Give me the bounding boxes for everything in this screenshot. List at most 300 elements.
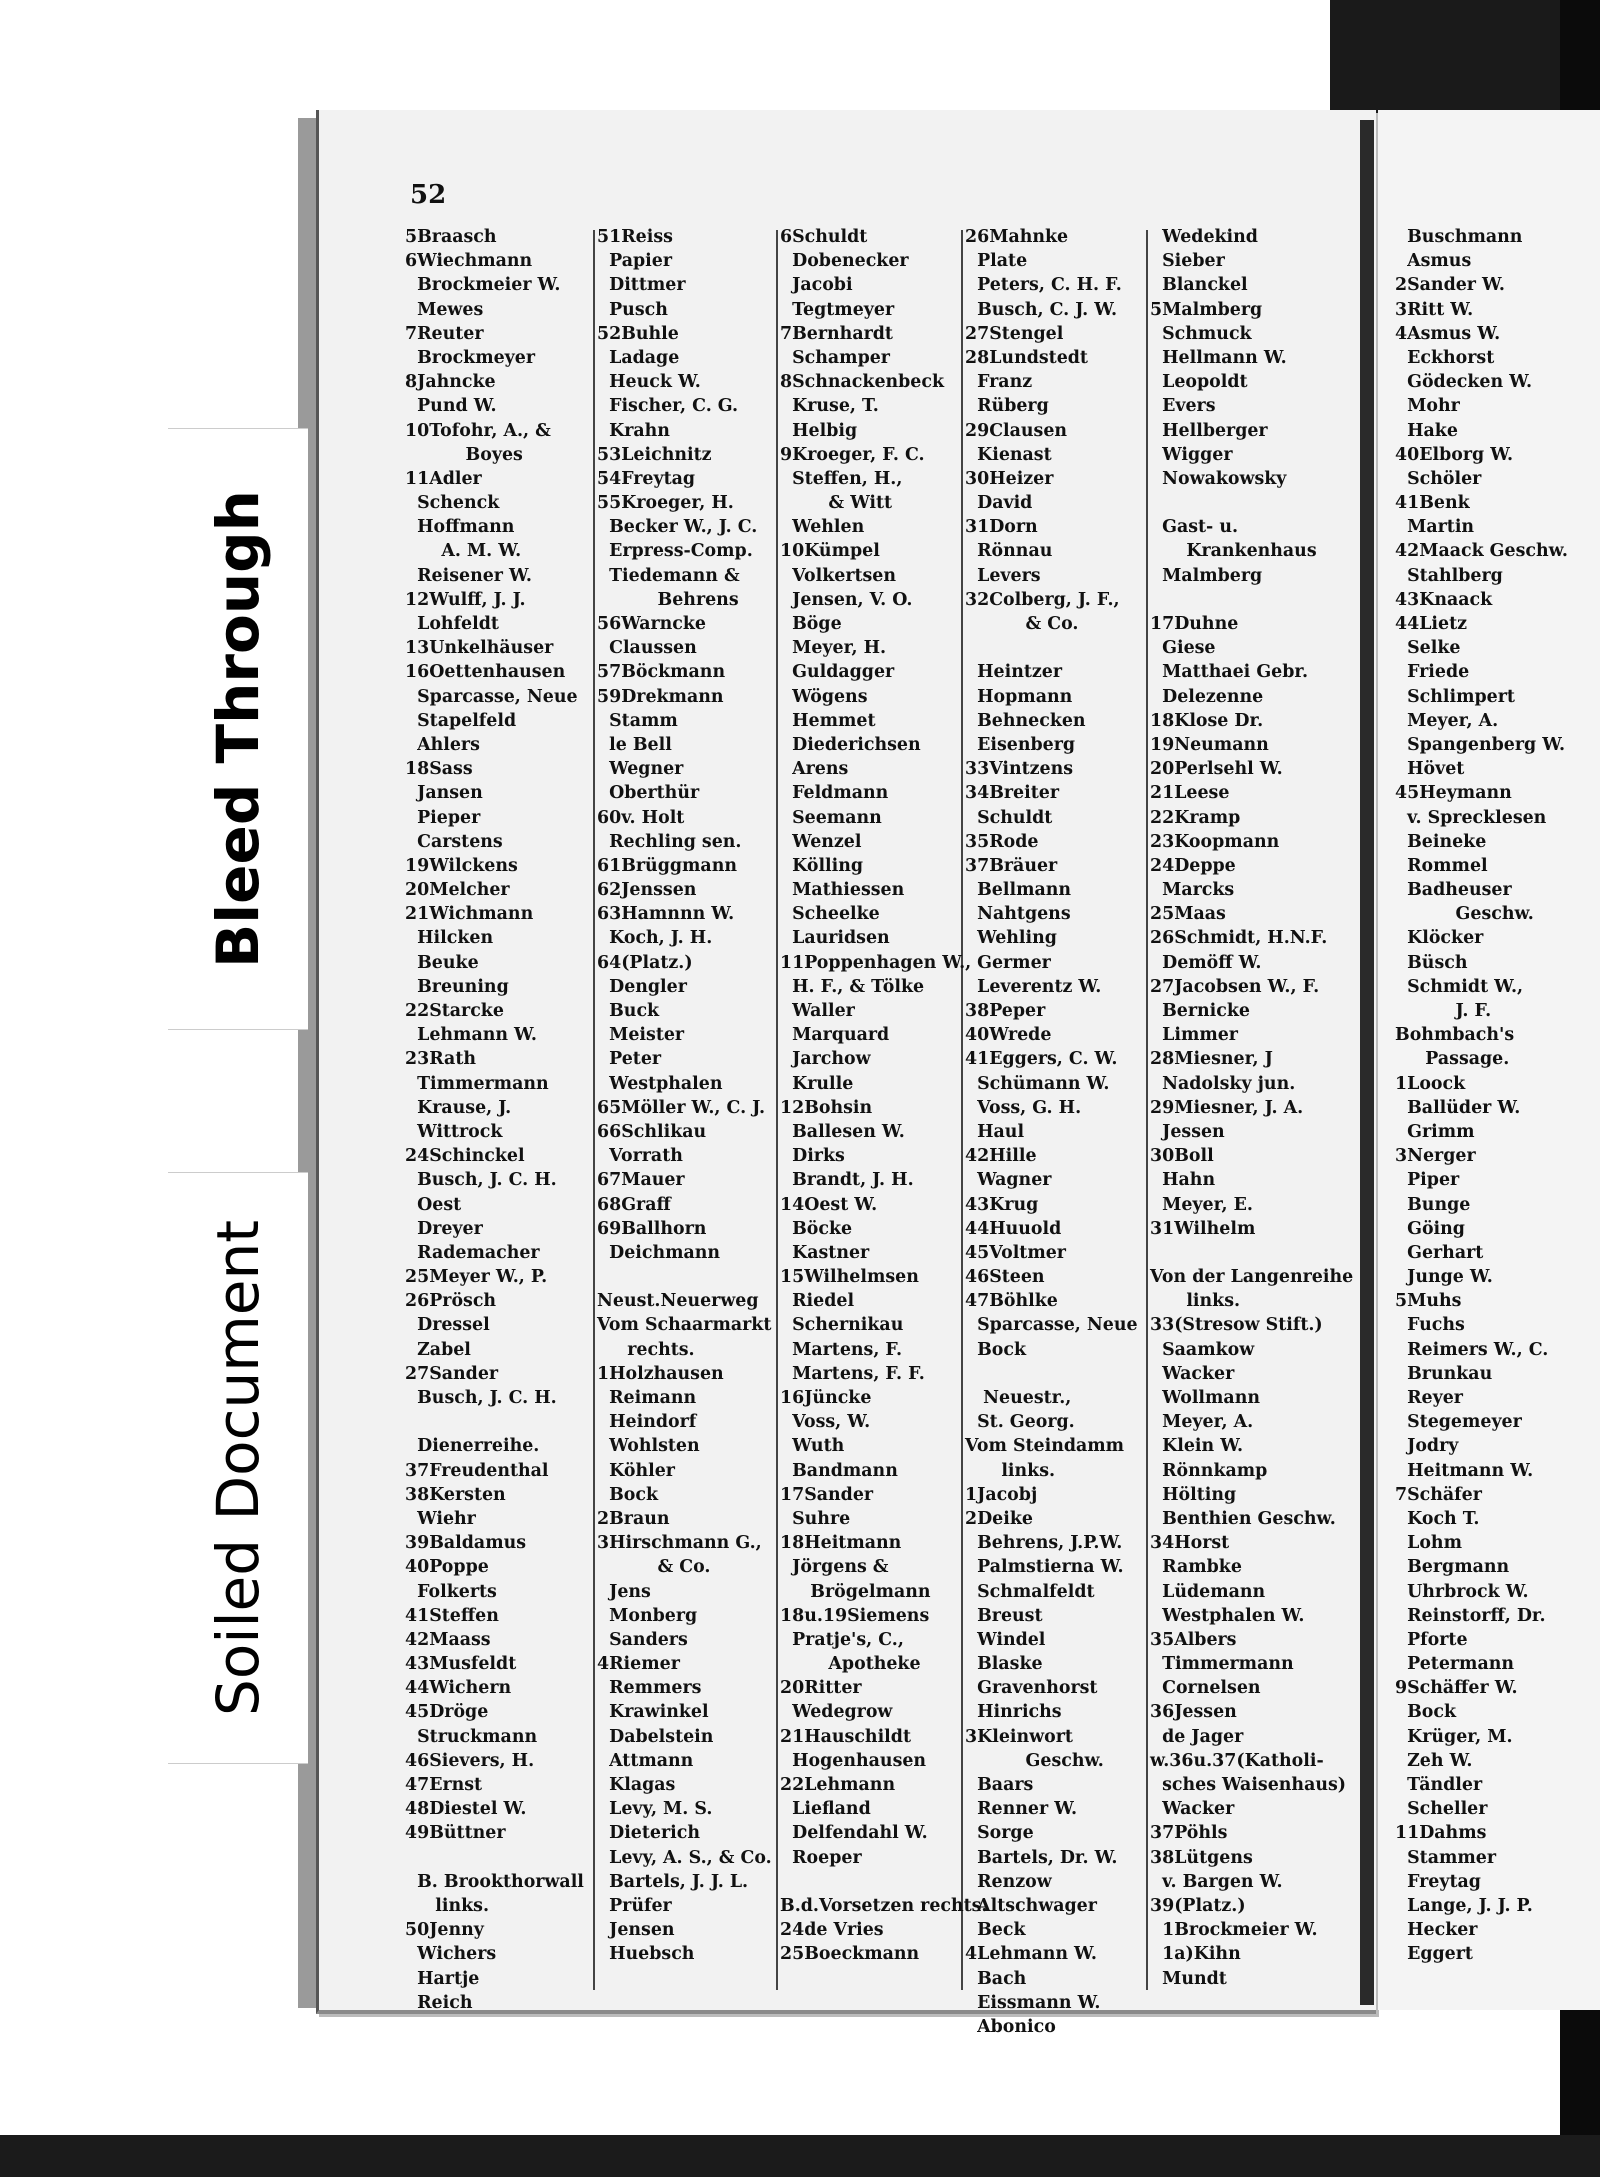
directory-entry: Meyer, E. — [1150, 1194, 1253, 1215]
directory-entry: Klein W. — [1150, 1436, 1244, 1457]
directory-entry: Remmers — [597, 1678, 702, 1699]
directory-entry: 25Boeckmann — [780, 1944, 920, 1965]
directory-entry: Heitmann W. — [1395, 1460, 1534, 1481]
directory-entry: Limmer — [1150, 1025, 1238, 1046]
directory-entry: Böcke — [780, 1218, 853, 1239]
directory-entry: Guldagger — [780, 662, 895, 683]
directory-entry: Reimann — [597, 1388, 697, 1408]
directory-entry: 26Schmidt, H.N.F. — [1150, 928, 1328, 949]
directory-entry: Rönnkamp — [1150, 1460, 1268, 1481]
directory-entry: Matthaei Gebr. — [1150, 662, 1309, 683]
directory-entry: Bock — [965, 1339, 1027, 1360]
directory-entry: Saamkow — [1150, 1339, 1255, 1360]
directory-entry: Krüger, M. — [1395, 1726, 1513, 1747]
directory-entry: 3Ritt W. — [1395, 299, 1474, 320]
directory-entry: Junge W. — [1395, 1267, 1493, 1288]
directory-entry: 37Bräuer — [965, 855, 1058, 876]
directory-entry: Carstens — [405, 831, 503, 852]
directory-entry: Mundt — [1150, 1968, 1227, 1989]
directory-entry: Claussen — [597, 638, 697, 659]
directory-entry: Wagner — [965, 1170, 1052, 1191]
directory-entry: 40Poppe — [405, 1557, 489, 1578]
directory-entry: 11Adler — [405, 468, 482, 489]
directory-entry: Hartje — [405, 1968, 480, 1989]
directory-entry: Stegemeyer — [1395, 1412, 1522, 1433]
directory-entry: Jessen — [1150, 1121, 1225, 1142]
directory-entry: 27Jacobsen W., F. — [1150, 976, 1320, 997]
directory-entry: Reisener W. — [405, 565, 532, 586]
directory-entry: 34Horst — [1150, 1533, 1230, 1554]
directory-entry: Piper — [1395, 1170, 1460, 1191]
directory-entry: 1Loock — [1395, 1073, 1466, 1094]
directory-entry: Marcks — [1150, 880, 1235, 901]
directory-entry: Hinrichs — [965, 1702, 1062, 1723]
directory-entry: Behnecken — [965, 710, 1086, 731]
directory-entry: 1a)Kihn — [1150, 1944, 1241, 1965]
directory-entry: 16Jüncke — [780, 1388, 872, 1408]
directory-entry: 54Freytag — [597, 468, 696, 489]
directory-entry: Vorrath — [597, 1146, 683, 1167]
directory-entry: Freytag — [1395, 1871, 1481, 1892]
directory-entry: 22Kramp — [1150, 807, 1241, 828]
directory-entry: Sieber — [1150, 251, 1225, 272]
directory-entry: 41Steffen — [405, 1605, 499, 1626]
directory-entry: Bock — [597, 1484, 659, 1505]
directory-entry: Busch, J. C. H. — [405, 1388, 557, 1408]
directory-entry: Brandt, J. H. — [780, 1170, 914, 1191]
directory-entry: A. M. W. — [405, 541, 522, 562]
directory-entry: Kölling — [780, 855, 864, 876]
directory-entry: 33Vintzens — [965, 759, 1074, 780]
directory-entry: Eggert — [1395, 1944, 1473, 1965]
directory-entry: 1Jacobj — [965, 1484, 1038, 1505]
directory-entry: 35Albers — [1150, 1629, 1237, 1650]
directory-entry: Demöff W. — [1150, 952, 1262, 973]
directory-entry: Giese — [1150, 638, 1216, 659]
directory-entry: Renzow — [965, 1871, 1052, 1892]
directory-entry: 57Böckmann — [597, 662, 726, 683]
directory-entry: Lehmann W. — [405, 1025, 537, 1046]
directory-entry — [1150, 1241, 1350, 1265]
directory-entry: Meyer, H. — [780, 638, 887, 659]
directory-entry: 56Warncke — [597, 614, 706, 634]
directory-entry: 35Rode — [965, 831, 1039, 852]
directory-entry: 47Ernst — [405, 1775, 483, 1795]
directory-entry: Marquard — [780, 1025, 890, 1046]
directory-entry: Rommel — [1395, 855, 1488, 876]
directory-entry: Wohlsten — [597, 1436, 700, 1457]
directory-entry: Böge — [780, 614, 842, 634]
directory-entry: Lohm — [1395, 1533, 1462, 1554]
soiled-document-label — [168, 1172, 308, 1764]
directory-entry: Krankenhaus — [1150, 541, 1317, 562]
directory-entry: Breuning — [405, 976, 509, 997]
directory-entry: Reich — [405, 1992, 473, 2013]
directory-entry: Dittmer — [597, 275, 686, 296]
directory-entry: 12Wulff, J. J. — [405, 589, 526, 610]
directory-entry: Lohfeldt — [405, 614, 499, 634]
directory-entry: Leopoldt — [1150, 372, 1248, 393]
directory-entry: 24Deppe — [1150, 855, 1236, 876]
directory-entry: Peters, C. H. F. — [965, 275, 1122, 296]
bleed-through-text: Bleed Through — [204, 490, 272, 968]
directory-entry: Schmuck — [1150, 323, 1252, 344]
scan-bottom-band — [0, 2135, 1600, 2177]
directory-entry: Wedekind — [1150, 227, 1258, 247]
directory-entry: Sanders — [597, 1629, 688, 1650]
directory-entry: Voss, W. — [780, 1412, 871, 1433]
directory-entry: Jarchow — [780, 1049, 871, 1070]
directory-entry: B.d.Vorsetzen rechts. — [780, 1895, 988, 1916]
directory-entry: Blanckel — [1150, 275, 1248, 296]
directory-entry: 1Holzhausen — [597, 1363, 724, 1384]
directory-entry: 62Jenssen — [597, 880, 697, 901]
directory-entry: Blaske — [965, 1654, 1043, 1675]
directory-entry: Schenck — [405, 493, 500, 514]
directory-entry: Krause, J. — [405, 1097, 512, 1118]
directory-entry: Schmidt W., — [1395, 976, 1524, 997]
directory-entry: 2Deike — [965, 1508, 1033, 1529]
directory-entry: 45Heymann — [1395, 783, 1512, 804]
directory-entry: St. Georg. — [965, 1412, 1075, 1433]
directory-entry: de Jager — [1150, 1726, 1244, 1747]
directory-entry: Volkertsen — [780, 565, 897, 586]
directory-entry: 64(Platz.) — [597, 952, 693, 973]
directory-entry: Neuestr., — [965, 1388, 1072, 1408]
directory-entry: Brunkau — [1395, 1363, 1493, 1384]
directory-entry: Pieper — [405, 807, 481, 828]
directory-entry: Nowakowsky — [1150, 468, 1287, 489]
directory-entry: 21Leese — [1150, 783, 1230, 804]
directory-entry: 44Lietz — [1395, 614, 1468, 634]
directory-entry: 5Malmberg — [1150, 299, 1263, 320]
directory-entry: 5Muhs — [1395, 1291, 1462, 1312]
directory-entry: Geschw. — [1395, 904, 1534, 925]
directory-entry: Dengler — [597, 976, 687, 997]
directory-entry: Dieterich — [597, 1823, 700, 1844]
directory-entry: 19Neumann — [1150, 734, 1269, 755]
directory-entry: Hoffmann — [405, 517, 515, 538]
directory-entry: Geschw. — [965, 1750, 1104, 1771]
directory-entry: Liefland — [780, 1799, 871, 1820]
directory-entry: Rechling sen. — [597, 831, 742, 852]
directory-entry: Kastner — [780, 1242, 870, 1263]
directory-entry: Hahn — [1150, 1170, 1216, 1191]
directory-entry: David — [965, 493, 1033, 514]
directory-entry: Levy, M. S. — [597, 1799, 713, 1820]
directory-entry: 4Lehmann W. — [965, 1944, 1097, 1965]
directory-entry: 60v. Holt — [597, 807, 685, 828]
directory-entry: Peter — [597, 1049, 662, 1070]
directory-entry: 13Unkelhäuser — [405, 638, 554, 659]
directory-entry: Wegner — [597, 759, 684, 780]
directory-entry: Rüberg — [965, 396, 1049, 417]
directory-entry: Gast- u. — [1150, 517, 1239, 538]
directory-entry: Diederichsen — [780, 734, 921, 755]
directory-entry: Dressel — [405, 1315, 490, 1336]
directory-entry: Wacker — [1150, 1363, 1235, 1384]
directory-entry: Von der Langenreihe — [1150, 1267, 1354, 1288]
directory-entry: Eissmann W. — [965, 1992, 1101, 2013]
directory-entry: 4Asmus W. — [1395, 323, 1501, 344]
directory-entry: Buschmann — [1395, 227, 1523, 247]
directory-entry — [1150, 588, 1350, 612]
directory-entry: Meister — [597, 1025, 685, 1046]
directory-entry: Schuldt — [965, 807, 1053, 828]
directory-entry: Wichers — [405, 1944, 497, 1965]
directory-entry: Wögens — [780, 686, 868, 707]
directory-entry: 42Maack Geschw. — [1395, 541, 1568, 562]
directory-entry: 46Steen — [965, 1267, 1045, 1288]
directory-entry: 27Stengel — [965, 323, 1064, 344]
directory-entry: Plate — [965, 251, 1028, 272]
directory-column-2 — [597, 225, 772, 1967]
directory-entry: 6Schuldt — [780, 227, 868, 247]
directory-entry: Heintzer — [965, 662, 1062, 683]
directory-entry: Hopmann — [965, 686, 1073, 707]
directory-entry: 25Maas — [1150, 904, 1226, 925]
directory-entry: 33(Stresow Stift.) — [1150, 1315, 1323, 1336]
page-number: 52 — [410, 180, 447, 210]
directory-entry: Bandmann — [780, 1460, 898, 1481]
directory-entry: 32Colberg, J. F., — [965, 589, 1120, 610]
directory-entry: 2Sander W. — [1395, 275, 1505, 296]
directory-entry: sches Waisenhaus) — [1150, 1775, 1347, 1795]
directory-entry: 9Kroeger, F. C. — [780, 444, 925, 465]
directory-entry: Wedegrow — [780, 1702, 893, 1723]
directory-entry: Westphalen W. — [1150, 1605, 1305, 1626]
directory-entry: Ballüder W. — [1395, 1097, 1521, 1118]
directory-entry: Germer — [965, 952, 1051, 973]
directory-entry: 50Jenny — [405, 1920, 484, 1941]
directory-entry: Behrens — [597, 589, 739, 610]
directory-entry: 48Diestel W. — [405, 1799, 527, 1820]
scan-dark-band — [1330, 0, 1560, 115]
directory-entry: & Witt — [780, 493, 893, 514]
directory-entry: 38Peper — [965, 1001, 1046, 1021]
directory-entry — [405, 1410, 590, 1434]
directory-entry: 12Bohsin — [780, 1097, 873, 1118]
directory-entry: Buck — [597, 1001, 660, 1021]
directory-entry: links. — [405, 1895, 490, 1916]
directory-entry: Wehlen — [780, 517, 865, 538]
directory-entry: 7Schäfer — [1395, 1484, 1482, 1505]
directory-entry: 30Boll — [1150, 1146, 1214, 1167]
directory-entry: Reyer — [1395, 1388, 1463, 1408]
directory-entry: Wenzel — [780, 831, 862, 852]
directory-entry: Bernicke — [1150, 1001, 1250, 1021]
directory-entry: 20Ritter — [780, 1678, 862, 1699]
directory-entry: Delfendahl W. — [780, 1823, 928, 1844]
directory-entry: Meyer, A. — [1395, 710, 1499, 731]
directory-entry: Pusch — [597, 299, 668, 320]
directory-entry: 17Duhne — [1150, 614, 1239, 634]
directory-entry: Passage. — [1395, 1049, 1510, 1070]
directory-entry: Erpress-Comp. — [597, 541, 753, 562]
directory-entry — [780, 1870, 965, 1894]
directory-entry: Klöcker — [1395, 928, 1484, 949]
directory-entry: Stamm — [597, 710, 678, 731]
directory-entry: Zabel — [405, 1339, 471, 1360]
directory-entry: Haul — [965, 1121, 1025, 1142]
directory-entry: 55Kroeger, H. — [597, 493, 734, 514]
directory-entry: 41Eggers, C. W. — [965, 1049, 1118, 1070]
directory-column-6 — [1395, 225, 1600, 1967]
directory-entry: Heuck W. — [597, 372, 701, 393]
directory-entry: le Bell — [597, 734, 672, 755]
directory-entry: 23Koopmann — [1150, 831, 1280, 852]
directory-entry: 3Nerger — [1395, 1146, 1476, 1167]
directory-entry: links. — [1150, 1291, 1241, 1312]
directory-entry: 52Buhle — [597, 323, 679, 344]
directory-entry: Reinstorff, Dr. — [1395, 1605, 1546, 1626]
directory-entry: Feldmann — [780, 783, 889, 804]
directory-entry: 66Schlikau — [597, 1121, 707, 1142]
directory-entry: 68Graff — [597, 1194, 671, 1215]
directory-entry: Koch T. — [1395, 1508, 1480, 1529]
directory-entry: 40Wrede — [965, 1025, 1052, 1046]
directory-entry: Palmstierna W. — [965, 1557, 1124, 1578]
directory-entry: Dienerreihe. — [405, 1436, 540, 1457]
directory-entry: Köhler — [597, 1460, 675, 1481]
directory-column-5 — [1150, 225, 1354, 1991]
directory-entry: Abonico — [965, 2016, 1056, 2037]
directory-entry: Büsch — [1395, 952, 1468, 973]
directory-entry: Koch, J. H. — [597, 928, 713, 949]
directory-entry: 44Wichern — [405, 1678, 512, 1699]
directory-entry: 45Voltmer — [965, 1242, 1066, 1263]
directory-entry: Bartels, J. J. L. — [597, 1871, 749, 1892]
directory-entry: Krulle — [780, 1073, 854, 1094]
directory-entry: Franz — [965, 372, 1033, 393]
directory-entry: Seemann — [780, 807, 882, 828]
directory-entry: 43Krug — [965, 1194, 1039, 1215]
directory-entry: Tegtmeyer — [780, 299, 895, 320]
directory-entry: Beineke — [1395, 831, 1487, 852]
directory-entry: Roeper — [780, 1847, 862, 1868]
directory-entry: Schamper — [780, 347, 890, 368]
directory-entry: 26Prösch — [405, 1291, 497, 1312]
directory-entry: Pund W. — [405, 396, 497, 417]
directory-entry: Lauridsen — [780, 928, 890, 949]
directory-entry: Oberthür — [597, 783, 700, 804]
directory-entry: 22Starcke — [405, 1001, 504, 1021]
directory-entry — [965, 1362, 1150, 1386]
directory-entry: 44Huuold — [965, 1218, 1062, 1239]
directory-entry: 42Hille — [965, 1146, 1037, 1167]
directory-column-3 — [780, 225, 988, 1967]
directory-entry: Riedel — [780, 1291, 855, 1312]
directory-entry: Martens, F. — [780, 1339, 903, 1360]
directory-entry: 31Dorn — [965, 517, 1038, 538]
directory-entry: Monberg — [597, 1605, 698, 1626]
directory-entry: 5Braasch — [405, 227, 497, 247]
directory-entry: Busch, J. C. H. — [405, 1170, 557, 1191]
directory-entry: 20Melcher — [405, 880, 510, 901]
directory-entry: 41Benk — [1395, 493, 1470, 514]
directory-entry: 23Rath — [405, 1049, 476, 1070]
directory-entry: 42Maass — [405, 1629, 491, 1650]
directory-entry: Busch, C. J. W. — [965, 299, 1118, 320]
directory-entry: 10Tofohr, A., & — [405, 420, 551, 441]
directory-entry: Reimers W., C. — [1395, 1339, 1549, 1360]
directory-entry: Rademacher — [405, 1242, 540, 1263]
directory-entry: Badheuser — [1395, 880, 1512, 901]
directory-entry: & Co. — [597, 1557, 711, 1578]
directory-entry: Deichmann — [597, 1242, 721, 1263]
directory-entry: v. Bargen W. — [1150, 1871, 1283, 1892]
directory-entry: Wehling — [965, 928, 1057, 949]
directory-entry: Bartels, Dr. W. — [965, 1847, 1118, 1868]
directory-entry: 16Oettenhausen — [405, 662, 566, 683]
directory-entry: 30Heizer — [965, 468, 1054, 489]
directory-entry: Wiehr — [405, 1508, 476, 1529]
directory-entry: Dreyer — [405, 1218, 483, 1239]
directory-entry: & Co. — [965, 614, 1079, 634]
directory-entry: Timmermann — [405, 1073, 549, 1094]
directory-entry: 47Böhlke — [965, 1291, 1058, 1312]
directory-entry: Papier — [597, 251, 672, 272]
directory-entry: Dirks — [780, 1146, 845, 1167]
directory-entry: Ladage — [597, 347, 680, 368]
directory-entry — [1150, 491, 1350, 515]
directory-entry: Scheelke — [780, 904, 880, 925]
directory-entry: 7Bernhardt — [780, 323, 893, 344]
directory-entry: 29Miesner, J. A. — [1150, 1097, 1304, 1118]
directory-entry: Malmberg — [1150, 565, 1263, 586]
directory-entry: 46Sievers, H. — [405, 1750, 535, 1771]
directory-entry: 10Kümpel — [780, 541, 880, 562]
directory-entry: Beck — [965, 1920, 1026, 1941]
directory-entry: Pforte — [1395, 1629, 1468, 1650]
directory-entry: 27Sander — [405, 1363, 499, 1384]
directory-entry: Gravenhorst — [965, 1678, 1098, 1699]
directory-entry: Bach — [965, 1968, 1027, 1989]
directory-entry: 15Wilhelmsen — [780, 1267, 919, 1288]
directory-entry: Huebsch — [597, 1944, 695, 1965]
directory-entry: Jörgens & — [780, 1557, 889, 1578]
directory-entry: Mathiessen — [780, 880, 905, 901]
directory-entry: Jodry — [1395, 1436, 1459, 1457]
directory-entry: Schümann W. — [965, 1073, 1110, 1094]
directory-entry: Timmermann — [1150, 1654, 1294, 1675]
directory-entry: Krahn — [597, 420, 670, 441]
directory-entry: Schöler — [1395, 468, 1482, 489]
directory-entry: Behrens, J.P.W. — [965, 1533, 1123, 1554]
directory-entry: Selke — [1395, 638, 1461, 659]
directory-entry: Vom Steindamm — [965, 1436, 1125, 1457]
directory-entry: Jensen — [597, 1920, 675, 1941]
directory-entry: Arens — [780, 759, 849, 780]
directory-entry: Evers — [1150, 396, 1216, 417]
book-gutter — [1360, 120, 1374, 2005]
directory-entry: Hilcken — [405, 928, 494, 949]
soiled-document-text: Soiled Document — [204, 1220, 272, 1716]
column-rule — [776, 230, 778, 1990]
directory-entry — [405, 1846, 590, 1870]
directory-entry: Gödecken W. — [1395, 372, 1533, 393]
directory-entry: 11Poppenhagen W., — [780, 952, 972, 973]
directory-entry: Brögelmann — [780, 1581, 931, 1602]
directory-entry: 38Lütgens — [1150, 1847, 1253, 1868]
directory-entry: Levers — [965, 565, 1041, 586]
directory-entry: Waller — [780, 1001, 855, 1021]
directory-entry: 18Klose Dr. — [1150, 710, 1264, 731]
directory-entry: 34Breiter — [965, 783, 1059, 804]
directory-entry: 31Wilhelm — [1150, 1218, 1256, 1239]
directory-entry — [597, 1265, 767, 1289]
directory-entry: Martin — [1395, 517, 1475, 538]
